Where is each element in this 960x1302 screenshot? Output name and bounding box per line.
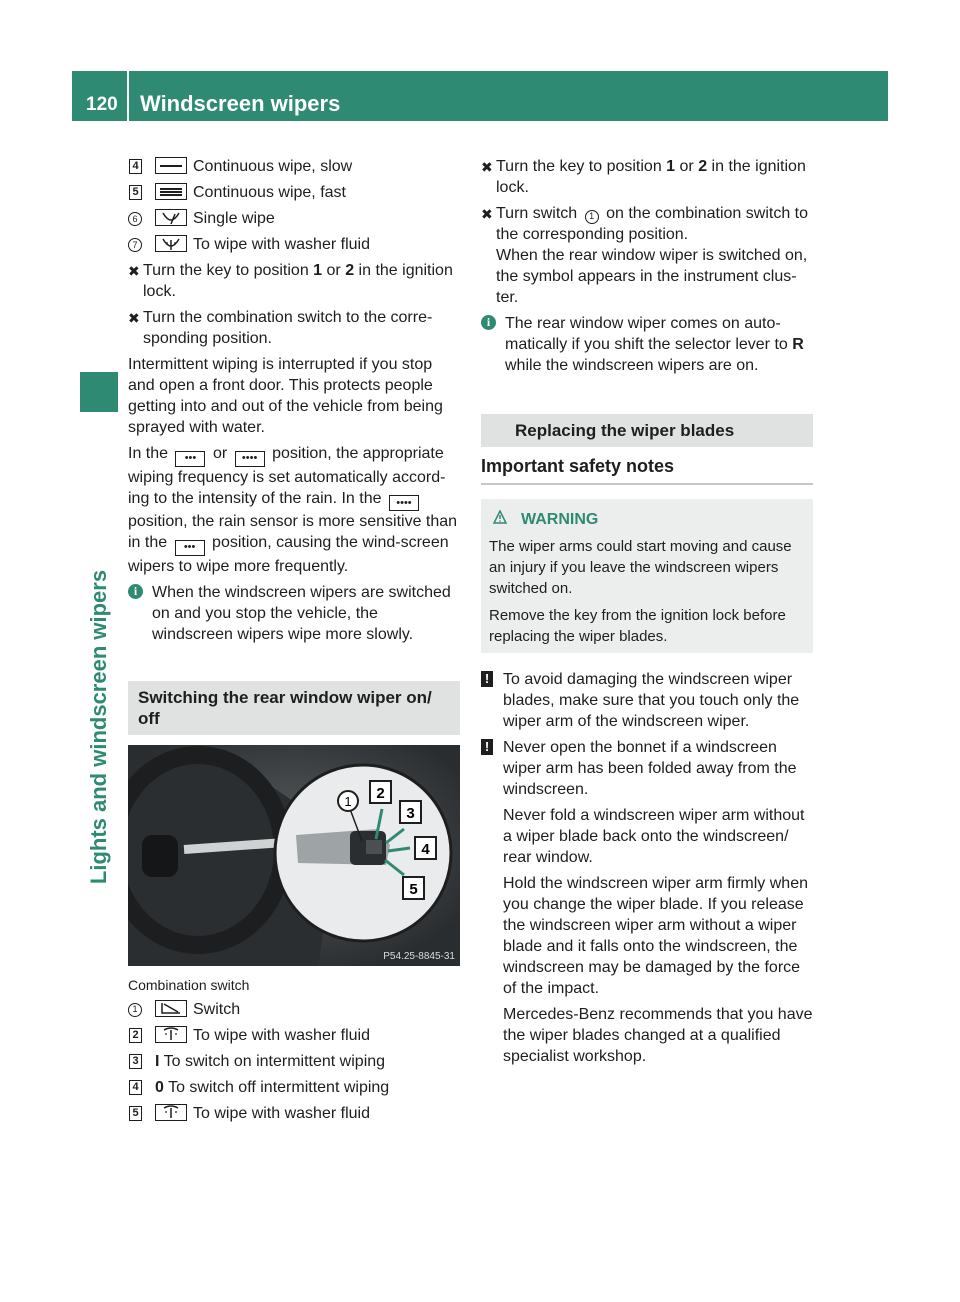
warning-title	[489, 509, 805, 530]
note-text: while the windscreen wipers are on.	[505, 357, 759, 374]
instruction-step	[128, 307, 460, 349]
header-divider	[127, 71, 129, 121]
callout-1: 1	[344, 793, 352, 809]
chapter-tab-marker	[80, 372, 118, 412]
left-column	[128, 156, 460, 1129]
step-arrow-icon: ✖	[128, 263, 140, 279]
rear-wiper-switch-icon	[155, 1000, 187, 1017]
caution-note	[481, 669, 813, 732]
step-arrow-icon: ✖	[481, 159, 493, 175]
caution-icon: !	[481, 739, 493, 755]
caution-note	[481, 737, 813, 1067]
callout-3: 3	[406, 804, 415, 822]
single-wipe-icon	[155, 209, 187, 226]
step-text: When the rear window wiper is switched on, the symbol appears in the instrument clus-ter.	[496, 247, 808, 306]
para-text: position, causing the wind-screen wipers to wipe more frequently.	[128, 534, 449, 575]
step-text: in the ignition lock.	[143, 262, 453, 300]
step-arrow-icon: ✖	[481, 206, 493, 222]
item-text: To switch off intermittent wiping	[163, 1078, 390, 1096]
step-text: in the ignition lock.	[496, 158, 806, 196]
info-icon: i	[128, 584, 143, 599]
step-text: or	[322, 262, 346, 279]
info-note	[128, 582, 460, 645]
item-number-badge: 5	[129, 1106, 142, 1121]
paragraph: Intermittent wiping is interrupted if you stop and open a front door. This protects people getting into and out of the vehicle from being sprayed with water.	[128, 356, 443, 436]
note-text: Never open the bonnet if a windscreen wiper arm has been folded away from the windscreen.	[503, 739, 797, 798]
warning-text: The wiper arms could start moving and cause an injury if you leave the windscreen wipers switched on.	[489, 538, 792, 597]
continuous-slow-icon	[155, 157, 187, 174]
step-text: Turn the key to position	[143, 262, 314, 279]
subheading: Important safety notes	[481, 455, 813, 485]
rear-washer-icon	[155, 1104, 187, 1121]
para-text: position, the appropriate wiping frequency is set automatically accord-ing to the intensity of the rain. In the	[128, 445, 446, 507]
item-text: Switch	[193, 1000, 241, 1018]
paragraph	[128, 443, 460, 577]
position-value: 2	[698, 158, 708, 175]
intermittent-2-icon: ••••	[235, 451, 265, 467]
warning-triangle-icon	[493, 509, 507, 530]
page-title: Windscreen wipers	[140, 91, 341, 116]
item-number-badge: 5	[129, 185, 142, 200]
item-text: To wipe with washer fluid	[193, 1026, 370, 1044]
item-number-badge: 2	[129, 1028, 142, 1043]
instruction-step	[128, 260, 460, 302]
figure-caption: Combination switch	[128, 976, 250, 993]
warning-box	[481, 499, 813, 653]
position-value: 2	[345, 262, 355, 279]
list-item	[128, 234, 460, 255]
note-text: To avoid damaging the windscreen wiper blades, make sure that you touch only the wiper arm of the windscreen wiper.	[503, 671, 800, 730]
list-item	[128, 182, 460, 203]
info-icon: i	[481, 315, 496, 330]
note-text: The rear window wiper comes on auto-matically if you shift the selector lever to	[505, 315, 788, 353]
chapter-label: Lights and windscreen wipers	[86, 569, 111, 885]
item-text: To switch on intermittent wiping	[159, 1052, 386, 1070]
rear-washer-icon	[155, 1026, 187, 1043]
note-text: Never fold a windscreen wiper arm without a wiper blade back onto the windscreen/ rear window.	[503, 807, 805, 866]
note-text: Mercedes-Benz recommends that you have the wiper blades changed at a qualified specialist workshop.	[503, 1006, 813, 1065]
instruction-step	[481, 203, 813, 308]
continuous-fast-icon	[155, 183, 187, 200]
list-item	[128, 999, 460, 1020]
list-item	[128, 208, 460, 229]
step-text: Turn the combination switch to the corre-sponding position.	[143, 309, 433, 347]
position-value: 1	[666, 158, 676, 175]
list-item	[128, 1051, 460, 1072]
list-item	[128, 1077, 460, 1098]
item-text: To wipe with washer fluid	[193, 236, 370, 253]
list-item	[128, 1025, 460, 1046]
item-number-circle: 7	[128, 238, 142, 252]
note-text: Hold the windscreen wiper arm firmly when you change the wiper blade. If you release the windscreen wiper arm without a wiper blade and it falls onto the windscreen, the windscreen may be damaged by the force of the impact.	[503, 875, 808, 997]
callout-4: 4	[421, 840, 430, 858]
section-heading: Switching the rear window wiper on/ off	[128, 681, 460, 735]
warning-title-text: WARNING	[521, 511, 599, 528]
page-header	[72, 71, 888, 121]
gear-position: R	[792, 336, 804, 353]
para-text: position, the rain sensor is more sensitive than in the	[128, 513, 458, 551]
position-label: 0	[155, 1078, 164, 1096]
right-column	[481, 156, 813, 1072]
list-item	[128, 156, 460, 177]
washer-fluid-icon	[155, 235, 187, 252]
item-number-circle: 6	[128, 212, 142, 226]
position-label: I	[155, 1052, 160, 1070]
item-text: Continuous wipe, slow	[193, 158, 353, 175]
item-number-badge: 4	[129, 159, 142, 174]
info-note	[481, 313, 813, 376]
step-text: or	[675, 158, 699, 175]
page-number: 120	[86, 94, 118, 115]
step-text: on the combination switch to the corresponding position.	[496, 205, 808, 243]
item-number-badge: 4	[129, 1080, 142, 1095]
list-item	[128, 1103, 460, 1124]
note-text: When the windscreen wipers are switched on and you stop the vehicle, the windscreen wipers wipe more slowly.	[152, 583, 451, 643]
chapter-sidebar	[80, 372, 118, 1062]
callout-5: 5	[409, 880, 418, 898]
caution-icon: !	[481, 671, 493, 687]
para-text: In the	[128, 445, 169, 462]
warning-text: Remove the key from the ignition lock before replacing the wiper blades.	[489, 607, 786, 645]
position-value: 1	[313, 262, 323, 279]
step-text: Turn the key to position	[496, 158, 667, 175]
combination-switch-figure	[128, 745, 460, 966]
item-text: To wipe with washer fluid	[193, 1104, 370, 1122]
item-text: Single wipe	[193, 210, 275, 227]
intermittent-2-icon: ••••	[389, 495, 419, 511]
intermittent-1-icon: •••	[175, 451, 205, 467]
step-arrow-icon: ✖	[128, 310, 140, 326]
item-number-badge: 3	[129, 1054, 142, 1069]
figure-code: P54.25-8845-31	[383, 950, 455, 962]
section-heading: Replacing the wiper blades	[481, 414, 813, 447]
item-number-circle: 1	[585, 210, 599, 224]
item-number-circle: 1	[128, 1003, 142, 1017]
item-text: Continuous wipe, fast	[193, 184, 346, 201]
intermittent-1-icon: •••	[175, 540, 205, 556]
callout-2: 2	[376, 784, 385, 802]
instruction-step	[481, 156, 813, 198]
para-text: or	[212, 445, 228, 462]
step-text: Turn switch	[496, 205, 578, 222]
